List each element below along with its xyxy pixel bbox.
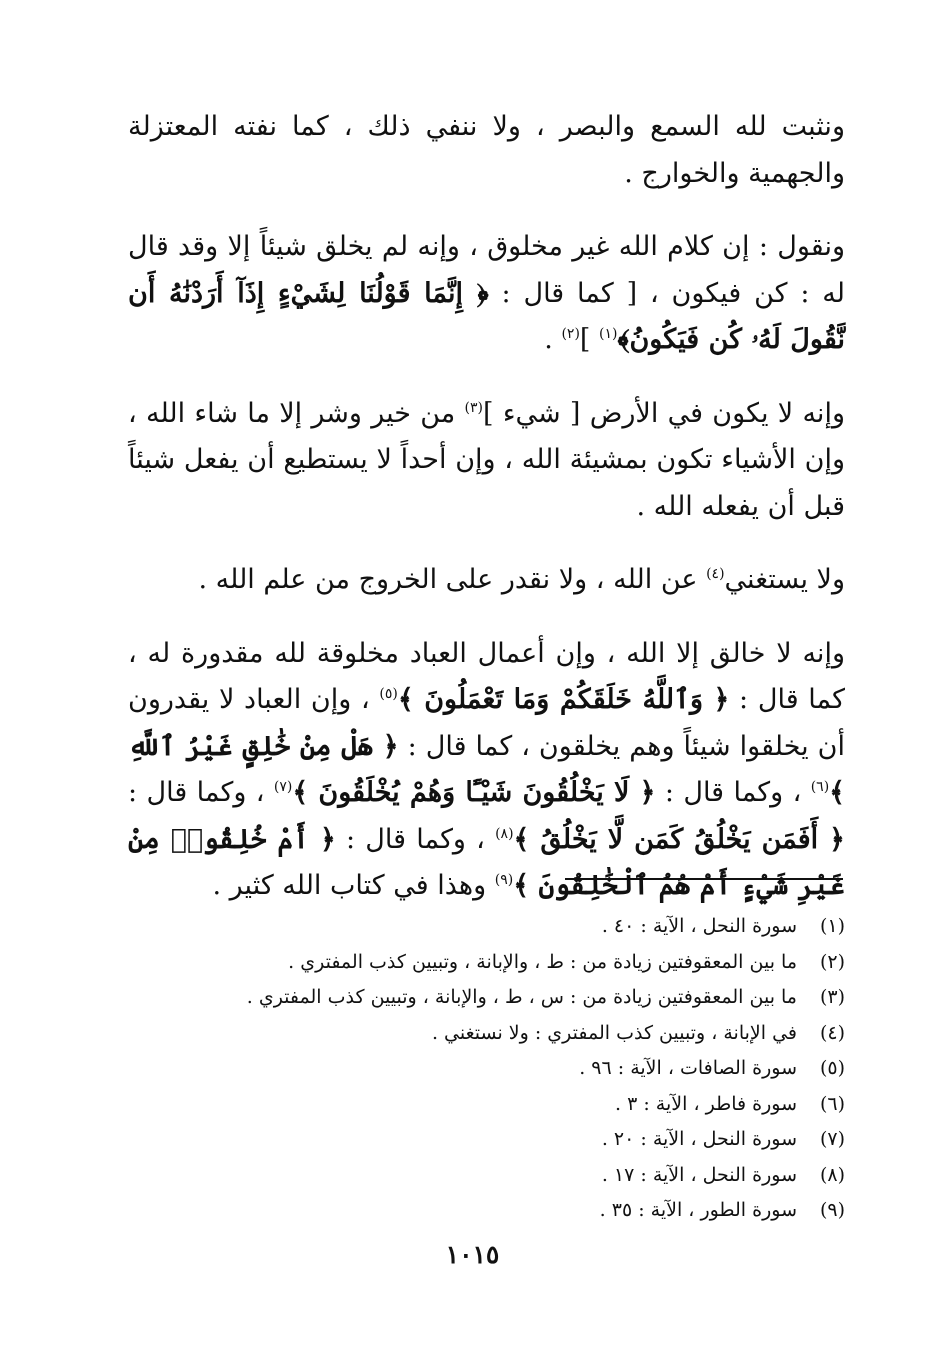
paragraph-gap xyxy=(128,604,845,631)
footnote-separator xyxy=(565,878,843,880)
footnote-text: في الإبانة ، وتبيين كذب المفتري : ولا نستغني . xyxy=(431,1021,797,1044)
text-run: . xyxy=(544,324,562,355)
footnote-text: سورة الطور ، الآية : ٣٥ . xyxy=(599,1199,797,1221)
footnote xyxy=(128,1087,845,1123)
paragraph xyxy=(128,104,845,197)
text-run: ، وكما قال : xyxy=(655,777,811,808)
footnote-text: سورة النحل ، الآية : ٢٠ . xyxy=(601,1128,797,1150)
footnote-number: (٨) xyxy=(819,1163,845,1186)
footnote-text: سورة الصافات ، الآية : ٩٦ . xyxy=(579,1057,797,1079)
text-run: عن الله ، ولا نقدر على الخروج من علم الله . xyxy=(198,564,707,595)
text-run: وهذا في كتاب الله كثير . xyxy=(212,870,495,901)
main-text xyxy=(128,104,845,910)
footnote-ref: (١) xyxy=(599,326,618,342)
paragraph xyxy=(128,631,845,910)
text-run: من خير وشر إلا ما شاء الله ، وإن الأشياء تكون بمشيئة الله ، وإن أحداً لا يستطيع أن يفعل شيئاً قبل أن يفعله الله . xyxy=(128,397,845,522)
text-run: وإنه لا خالق إلا الله ، وإن أعمال العباد مخلوقة لله مقدورة له ، كما قال : xyxy=(128,637,845,715)
footnote xyxy=(128,1016,845,1052)
footnote-text: سورة النحل ، الآية : ١٧ . xyxy=(601,1163,797,1186)
footnote-number: (٤) xyxy=(819,1021,845,1044)
footnote-ref: (٥) xyxy=(379,686,398,702)
text-run: ] xyxy=(579,324,600,355)
paragraph-gap xyxy=(128,197,845,224)
footnote-ref: (٩) xyxy=(494,872,514,888)
paragraph xyxy=(128,391,845,531)
quran-verse: ﴿ أَمْ خُلِقُوا۟ مِنْ غَيْرِ شَيْءٍ أَمْ هُمُ ٱلْخَٰلِقُونَ ﴾ xyxy=(128,823,845,901)
footnote-text: ما بين المعقوفتين زيادة من : س ، ط ، والإبانة ، وتبيين كذب المفتري . xyxy=(246,986,797,1008)
quran-verse: ﴿ وَٱللَّهُ خَلَقَكُمْ وَمَا تَعْمَلُونَ ﴾ xyxy=(397,684,730,715)
text-run: ، وإن العباد لا يقدرون أن يخلقوا شيئاً وهم يخلقون ، كما قال : xyxy=(128,684,845,762)
text-run: ولا يستغني xyxy=(724,564,845,595)
footnote xyxy=(128,1158,845,1194)
footnote-ref: (٦) xyxy=(810,779,830,795)
footnote xyxy=(128,1122,845,1158)
footnote xyxy=(128,1193,845,1229)
text-run: ونثبت لله السمع والبصر ، ولا ننفي ذلك ، كما نفته المعتزلة والجهمية والخوارج . xyxy=(128,111,845,189)
footnote-number: (٣) xyxy=(819,986,845,1008)
footnote-ref: (٢) xyxy=(561,326,580,342)
text-run: ونقول : إن كلام الله غير مخلوق ، وإنه لم يخلق شيئاً إلا وقد قال له : كن فيكون ، [ كما قال : xyxy=(128,231,845,309)
footnote-number: (١) xyxy=(819,915,845,937)
footnote-number: (٥) xyxy=(819,1057,845,1079)
footnote xyxy=(128,980,845,1016)
footnote-ref: (٤) xyxy=(706,566,725,582)
footnote-text: سورة النحل ، الآية : ٤٠ . xyxy=(601,915,797,937)
footnote-number: (٧) xyxy=(819,1128,845,1150)
text-run: وإنه لا يكون في الأرض [ شيء ] xyxy=(483,397,845,429)
text-run: ، وكما قال : xyxy=(335,823,496,855)
footnote-ref: (٧) xyxy=(273,779,293,795)
paragraph xyxy=(128,224,845,364)
footnote-number: (٦) xyxy=(819,1092,845,1115)
footnote-text: ما بين المعقوفتين زيادة من : ط ، والإبانة ، وتبيين كذب المفتري . xyxy=(288,950,797,973)
footnote-ref: (٨) xyxy=(495,825,514,842)
footnotes-list xyxy=(128,909,845,1229)
page-number: ١٠١٥ xyxy=(445,1240,500,1269)
footnote-ref: (٣) xyxy=(464,399,484,416)
paragraph xyxy=(128,557,845,604)
footnote xyxy=(128,909,845,945)
footnote-number: (٢) xyxy=(819,950,845,973)
quran-verse: ﴿ هَلْ مِنْ خَٰلِقٍ غَيْرُ ٱللَّهِ ﴾ xyxy=(128,730,845,808)
footnote-number: (٩) xyxy=(819,1199,845,1221)
quran-verse: ﴿ لَا يَخْلُقُونَ شَيْـًٔا وَهُمْ يُخْلَقُونَ ﴾ xyxy=(292,777,656,808)
paragraph-gap xyxy=(128,364,845,391)
quran-verse: ﴿ إِنَّمَا قَوْلُنَا لِشَيْءٍ إِذَآ أَرَدْنَٰهُ أَن نَّقُولَ لَهُۥ كُن فَيَكُونُ﴾ xyxy=(128,277,845,355)
footnote xyxy=(128,945,845,981)
footnote xyxy=(128,1051,845,1087)
quran-verse: ﴿ أَفَمَن يَخْلُقُ كَمَن لَّا يَخْلُقُ ﴾ xyxy=(513,823,845,855)
paragraph-gap xyxy=(128,530,845,557)
text-run: ، وكما قال : xyxy=(128,777,274,808)
footnote-text: سورة فاطر ، الآية : ٣ . xyxy=(615,1092,797,1115)
